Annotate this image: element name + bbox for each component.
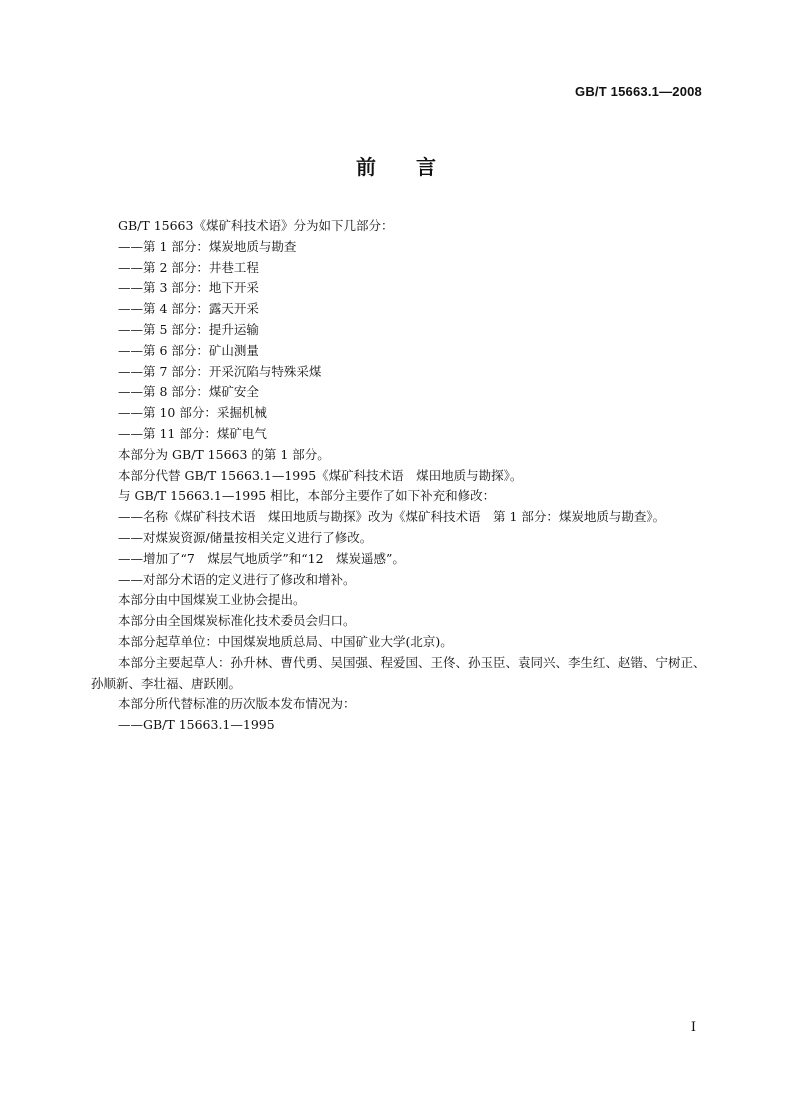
list-item-history: ——GB/T 15663.1—1995 [118, 717, 275, 733]
list-item-part-7: ——第 7 部分：开采沉陷与特殊采煤 [118, 363, 322, 379]
paragraph-history-intro: 本部分所代替标准的历次版本发布情况为： [118, 696, 356, 712]
list-item-part-11: ——第 11 部分：煤矿电气 [118, 425, 267, 441]
paragraph-drafting-units: 本部分起草单位：中国煤炭地质总局、中国矿业大学(北京)。 [118, 633, 453, 649]
paragraph-part-statement: 本部分为 GB/T 15663 的第 1 部分。 [118, 446, 330, 462]
list-item-part-3: ——第 3 部分：地下开采 [118, 280, 259, 296]
page-title: 前言 [356, 155, 476, 179]
paragraph-committee: 本部分由全国煤炭标准化技术委员会归口。 [118, 613, 356, 629]
list-item-part-6: ——第 6 部分：矿山测量 [118, 342, 259, 358]
list-item-part-1: ——第 1 部分：煤炭地质与勘查 [118, 238, 297, 254]
list-item-part-10: ——第 10 部分：采掘机械 [118, 405, 267, 421]
standard-code: GB/T 15663.1—2008 [575, 84, 702, 99]
list-item-change-name: ——名称《煤矿科技术语 煤田地质与勘探》改为《煤矿科技术语 第 1 部分：煤炭地质与勘查》。 [118, 509, 666, 525]
page-number: I [690, 1020, 696, 1035]
list-item-change-added: ——增加了“7 煤层气地质学”和“12 煤炭遥感”。 [118, 550, 405, 566]
paragraph-drafters: 本部分主要起草人：孙升林、曹代勇、吴国强、程爱国、王佟、孙玉臣、袁同兴、李生红、赵锴、宁树正、孙顺新、李壮福、唐跃刚。 [91, 654, 706, 691]
list-item-part-4: ——第 4 部分：露天开采 [118, 301, 259, 317]
paragraph-replaces: 本部分代替 GB/T 15663.1—1995《煤矿科技术语 煤田地质与勘探》。 [118, 467, 523, 483]
list-item-part-5: ——第 5 部分：提升运输 [118, 321, 259, 337]
paragraph-changes-intro: 与 GB/T 15663.1—1995 相比，本部分主要作了如下补充和修改： [118, 488, 496, 504]
list-item-change-definitions: ——对部分术语的定义进行了修改和增补。 [118, 571, 356, 587]
paragraph-intro: GB/T 15663《煤矿科技术语》分为如下几部分： [118, 218, 394, 233]
list-item-change-resources: ——对煤炭资源/储量按相关定义进行了修改。 [118, 529, 373, 545]
list-item-part-2: ——第 2 部分：井巷工程 [118, 259, 259, 275]
list-item-part-8: ——第 8 部分：煤矿安全 [118, 384, 259, 400]
foreword-body [91, 216, 709, 736]
paragraph-proposer: 本部分由中国煤炭工业协会提出。 [118, 592, 306, 608]
